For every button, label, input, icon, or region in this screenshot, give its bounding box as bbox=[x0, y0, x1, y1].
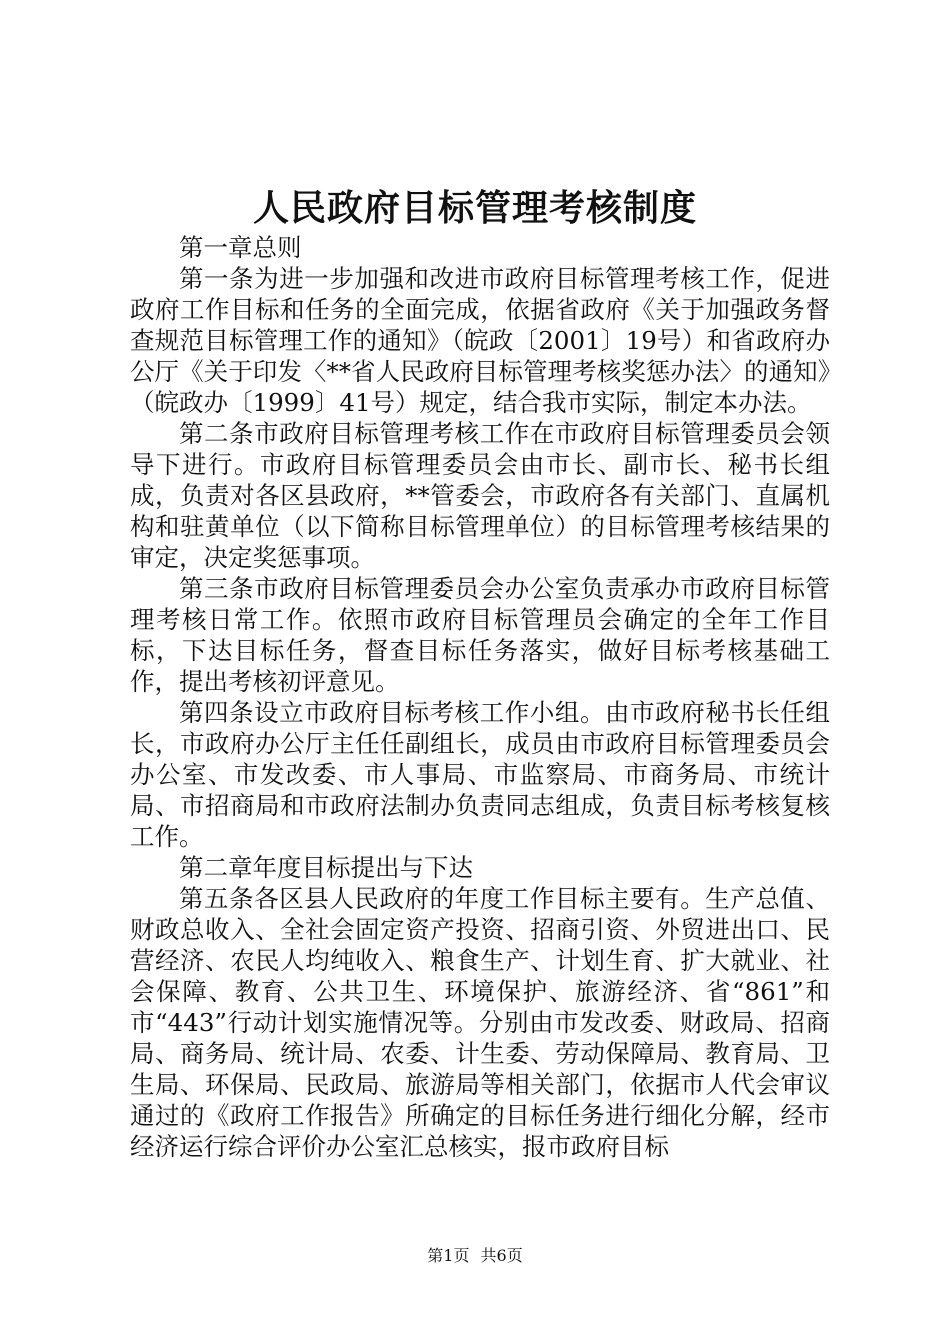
article-paragraph: 第二条市政府目标管理考核工作在市政府目标管理委员会领导下进行。市政府目标管理委员会由市长、副市长、秘书长组成，负责对各区县政府，**管委会，市政府各有关部门、直属机构和驻黄单位（以下简称目标管理单位）的目标管理考核结果的审定，决定奖惩事项。 bbox=[130, 419, 830, 572]
article-paragraph: 第三条市政府目标管理委员会办公室负责承办市政府目标管理考核日常工作。依照市政府目标管理员会确定的全年工作目标，下达目标任务，督查目标任务落实，做好目标考核基础工作，提出考核初评意见。 bbox=[130, 574, 830, 696]
page-total: 共6页 bbox=[480, 1246, 523, 1265]
article-paragraph: 第一条为进一步加强和改进市政府目标管理考核工作，促进政府工作目标和任务的全面完成，依据省政府《关于加强政务督查规范目标管理工作的通知》（皖政〔2001〕19号）和省政府办公厅《关于印发〈**省人民政府目标管理考核奖惩办法〉的通知》（皖政办〔1999〕41号）规定，结合我市实际，制定本办法。 bbox=[130, 264, 830, 417]
chapter-heading: 第二章年度目标提出与下达 bbox=[179, 853, 473, 882]
document-title: 人民政府目标管理考核制度 bbox=[252, 187, 697, 229]
page-number: 第1页 bbox=[427, 1246, 470, 1265]
article-paragraph: 第五条各区县人民政府的年度工作目标主要有。生产总值、财政总收入、全社会固定资产投资、招商引资、外贸进出口、民营经济、农民人均纯收入、粮食生产、计划生育、扩大就业、社会保障、教育、公共卫生、环境保护、旅游经济、省“861”和市“443”行动计划实施情况等。分别由市发改委、财政局、招商局、商务局、统计局、农委、计生委、劳动保障局、教育局、卫生局、环保局、民政局、旅游局等相关部门，依据市人代会审议通过的《政府工作报告》所确定的目标任务进行细化分解，经市经济运行综合评价办公室汇总核实，报市政府目标 bbox=[130, 884, 830, 1161]
chapter-heading: 第一章总则 bbox=[179, 233, 302, 262]
page-footer bbox=[0, 1243, 950, 1266]
article-paragraph: 第四条设立市政府目标考核工作小组。由市政府秘书长任组长，市政府办公厅主任任副组长，成员由市政府目标管理委员会办公室、市发改委、市人事局、市监察局、市商务局、市统计局、市招商局和市政府法制办负责同志组成，负责目标考核复核工作。 bbox=[130, 698, 830, 851]
document-body bbox=[130, 232, 830, 1162]
